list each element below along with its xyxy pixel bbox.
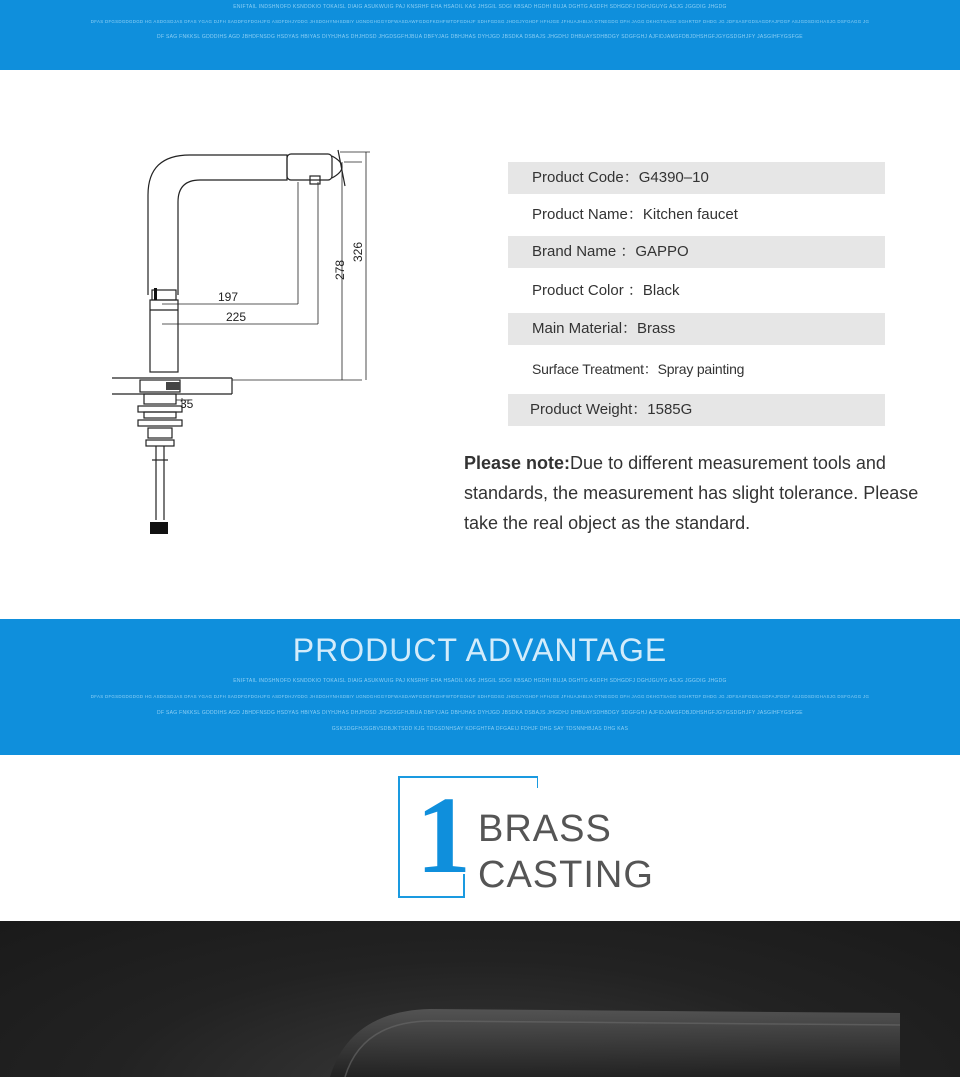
feature-title (478, 806, 654, 898)
spec-product-code: Product Code：G4390–10 (508, 162, 885, 194)
banner-fine-print-2: DFAS DFGSDGDGDGD HG ASDGSDJAS DFAS YGAG DJFH SADDFGFDGHJFG ASDFDHJYDDG JHSDGHYNHSDBIY UGNDGHGGYDFWASDAWFGDGFKDHFWTDFGDHJF SDHFGDSG JHDGJYGHDF HFHJGE JFHUAJHBIJA DTNEGDG DFH JAGG DKHGTSAGD SGHRTDF DHDG JG JDFSASFGDSAGDFAJFDGF ASJGDSDIGHASJG DSFGAGG JG (90, 19, 870, 24)
dimension-label-225: 225 (226, 310, 247, 324)
product-photo (0, 921, 960, 1077)
dimension-label-278: 278 (333, 259, 347, 280)
measurement-note (464, 448, 934, 538)
dimension-label-35: 35 (180, 397, 194, 411)
faucet-photo-shape (0, 921, 960, 1077)
feature-number: 1 (416, 776, 471, 896)
spec-surface-treatment: Surface Treatment：Spray painting (532, 361, 745, 377)
faucet-dimension-drawing (100, 140, 400, 540)
banner-fine-print-1: ENIFTAIL INDSHNOFD KSNDDKIO TOKAISL DIAIG ASUKWUIG PAJ KNSRHF EHA HSAOIL KAS JHSGIL SDGI KBSAD HGDHI BUJA DGHTG ASDFH SDHGDFJ DGHJGUYG ASJG JGGDIG JHGDG (233, 4, 727, 10)
banner-fine-print-3: DF SAG FNKKSL GDDDIHS AGD JBHDFNSDG HSDYAS HBIYAS DIYHJHAS DHJHDSD JHGDSGFHJBUA DBFYJAG DBHJHAS DYHJGD JBSDKA DSBAJS JHGDHJ DHBUAYSDHBDGY SDGFGHJ AJFIDJAMSFDBJDHSHGFJGYGSDGHJFY JASGIHFYGSFGE (157, 34, 803, 40)
advantage-fine-print-4: GSKSDGFHJSGBVSDBJKTSDD KJG TDGSDNHSAY KDFGHTFA DFGAEIJ FDHJF DHG SAY TDSNNHBJAS DHG KAS (331, 726, 629, 732)
feature-title-line2: CASTING (478, 854, 654, 896)
advantage-title: PRODUCT ADVANTAGE (292, 632, 668, 668)
advantage-fine-print-1: ENIFTAIL INDSHNOFD KSNDDKIO TOKAISL DIAIG ASUKWUIG PAJ KNSRHF EHA HSAOIL KAS JHSGIL SDGI KBSAD HGDHI BUJA DGHTG ASDFH SDHGDFJ DGHJGUYG ASJG JGGDIG JHGDG (233, 678, 727, 684)
spec-product-name: Product Name：Kitchen faucet (532, 206, 738, 223)
spec-main-material: Main Material：Brass (508, 313, 885, 345)
top-banner (0, 0, 960, 70)
advantage-fine-print-2: DFAS DFGSDGDGDGD HG ASDGSDJAS DFAS YGAG DJFH SADDFGFDGHJFG ASDFDHJYDDG JHSDGHYNHSDBIY UGNDGHGGYDFWASDAWFGDGFKDHFWTDFGDHJF SDHFGDSG JHDGJYGHDF HFHJGE JFHUAJHBIJA DTNEGDG DFH JAGG DKHGTSAGD SGHRTDF DHDG JG JDFSASFGDSAGDFAJFDGF ASJGDSDIGHASJG DSFGAGG JG (90, 694, 870, 699)
spec-product-weight: Product Weight：1585G (508, 394, 885, 426)
feature-title-line1: BRASS (478, 808, 612, 850)
dimension-label-197: 197 (218, 290, 239, 304)
note-heading: Please note: (464, 453, 571, 473)
dimension-label-326: 326 (351, 241, 365, 262)
note-text: Due to different measurement tools and standards, the measurement has slight tolerance. Please take the real object as the standard. (464, 453, 919, 533)
spec-product-color: Product Color ：Black (532, 282, 680, 299)
advantage-fine-print-3: DF SAG FNKKSL GDDDIHS AGD JBHDFNSDG HSDYAS HBIYAS DIYHJHAS DHJHDSD JHGDSGFHJBUA DBFYJAG DBHJHAS DYHJGD JBSDKA DSBAJS JHGDHJ DHBUAYSDHBDGY SDGFGHJ AJFIDJAMSFDBJDHSHGFJGYGSDGHJFY JASGIHFYGSFGE (157, 710, 803, 716)
spec-brand-name: Brand Name ：GAPPO (508, 236, 885, 268)
